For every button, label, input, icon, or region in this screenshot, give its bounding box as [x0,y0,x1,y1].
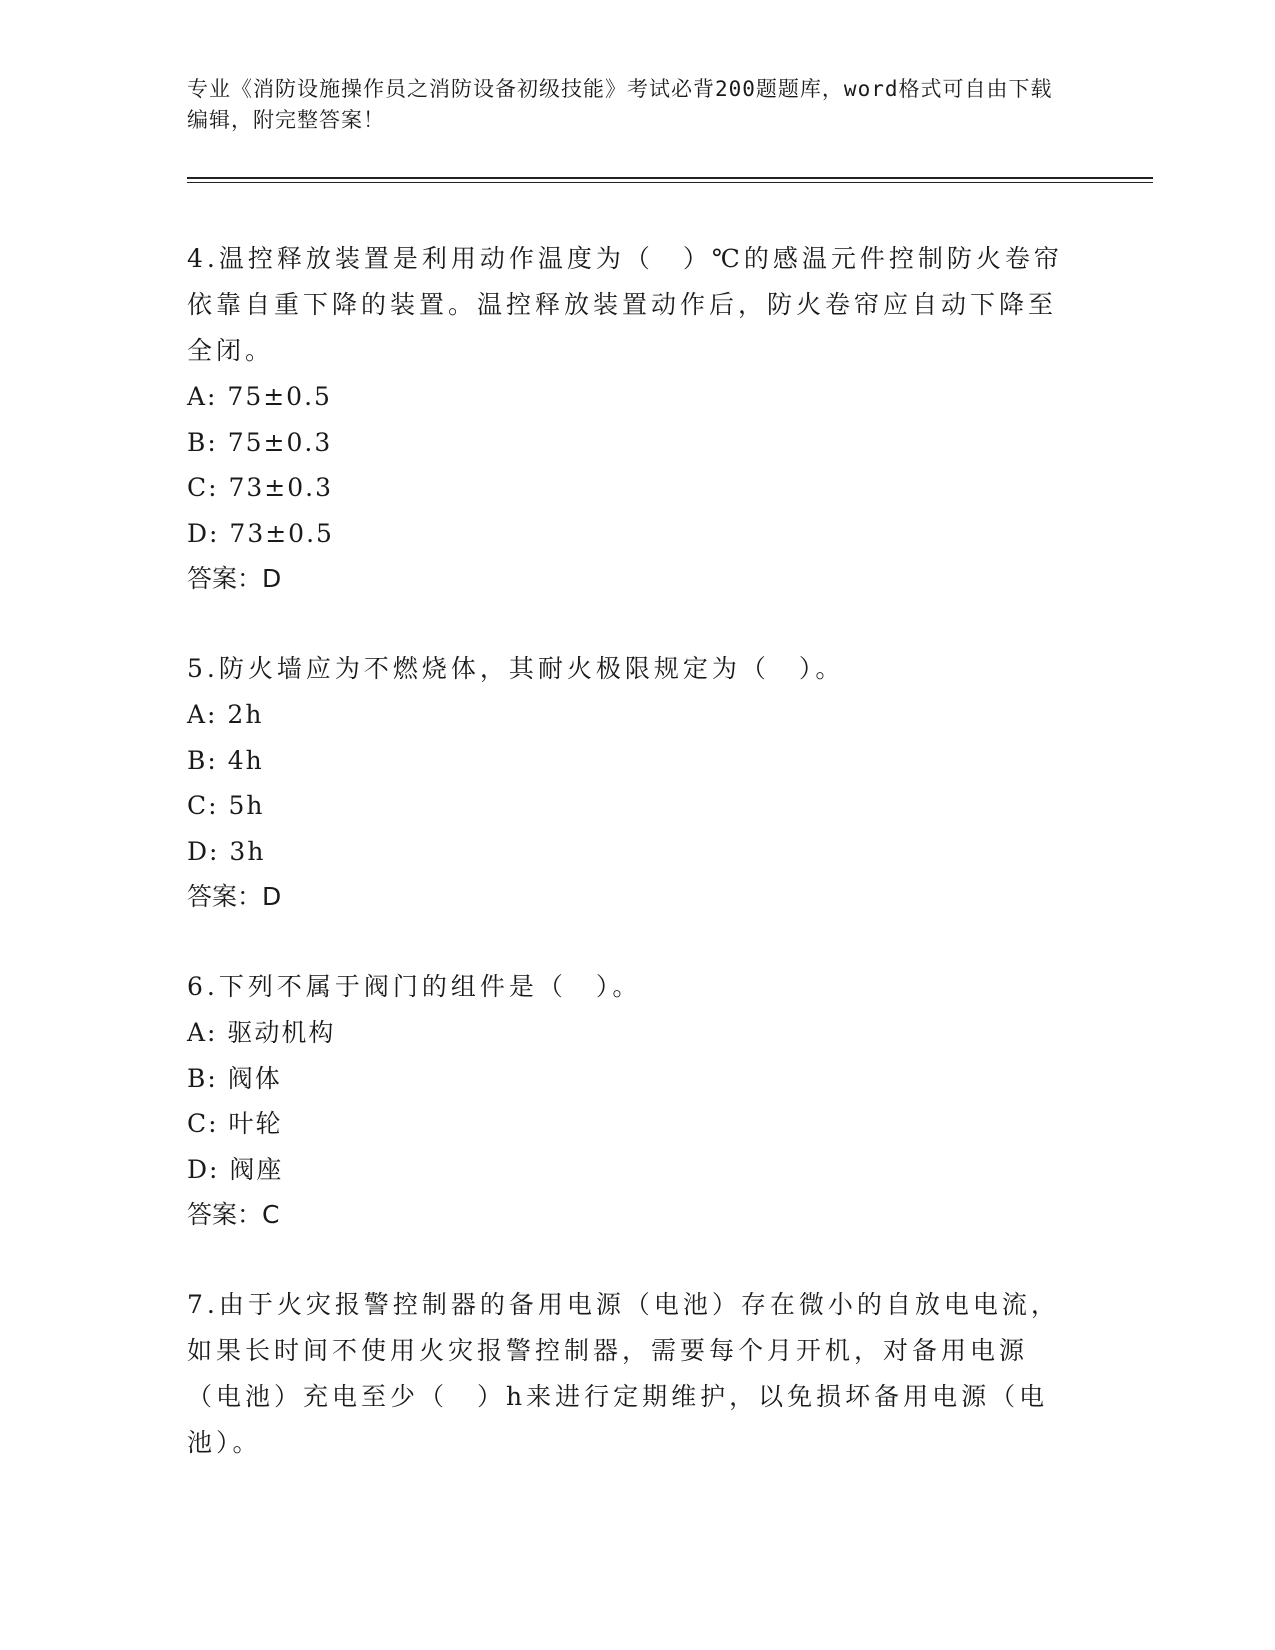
option-a: A: 75±0.5 [187,382,332,411]
option-b: B: 75±0.3 [187,427,333,457]
option-c: C: 叶轮 [187,1109,283,1138]
document-header: 专业《消防设施操作员之消防设备初级技能》考试必背200题题库，word格式可自由下载编辑，附完整答案！ [187,77,1053,132]
option-d: D: 阀座 [187,1154,284,1184]
question-stem: 7.由于火灾报警控制器的备用电源（电池）存在微小的自放电电流，如果长时间不使用火灾报警控制器，需要每个月开机，对备用电源（电池）充电至少（ ）h来进行定期维护，以免损坏备用电源（电池）。 [187,1290,1060,1457]
header-divider-thin [187,182,1153,183]
option-d: D: 73±0.5 [187,518,334,548]
question-6 [187,964,1067,1238]
question-stem: 4.温控释放装置是利用动作温度为（ ）℃的感温元件控制防火卷帘依靠自重下降的装置。温控释放装置动作后，防火卷帘应自动下降至全闭。 [187,244,1063,365]
question-5 [187,646,1067,920]
question-stem: 5.防火墙应为不燃烧体，其耐火极限规定为（ ）。 [187,654,845,683]
option-a: A: 驱动机构 [187,1018,336,1047]
option-c: C: 5h [187,791,265,820]
option-c: C: 73±0.3 [187,473,334,502]
question-7 [187,1282,1067,1466]
header-divider-thick [187,177,1153,179]
answer-line: 答案：D [187,882,282,911]
answer-line: 答案：D [187,564,282,593]
option-b: B: 4h [187,745,264,775]
question-4 [187,236,1067,602]
answer-line: 答案：C [187,1200,280,1229]
question-stem: 6.下列不属于阀门的组件是（ ）。 [187,972,642,1001]
option-b: B: 阀体 [187,1063,282,1093]
option-a: A: 2h [187,700,264,729]
option-d: D: 3h [187,836,266,866]
question-list [187,236,1067,1510]
